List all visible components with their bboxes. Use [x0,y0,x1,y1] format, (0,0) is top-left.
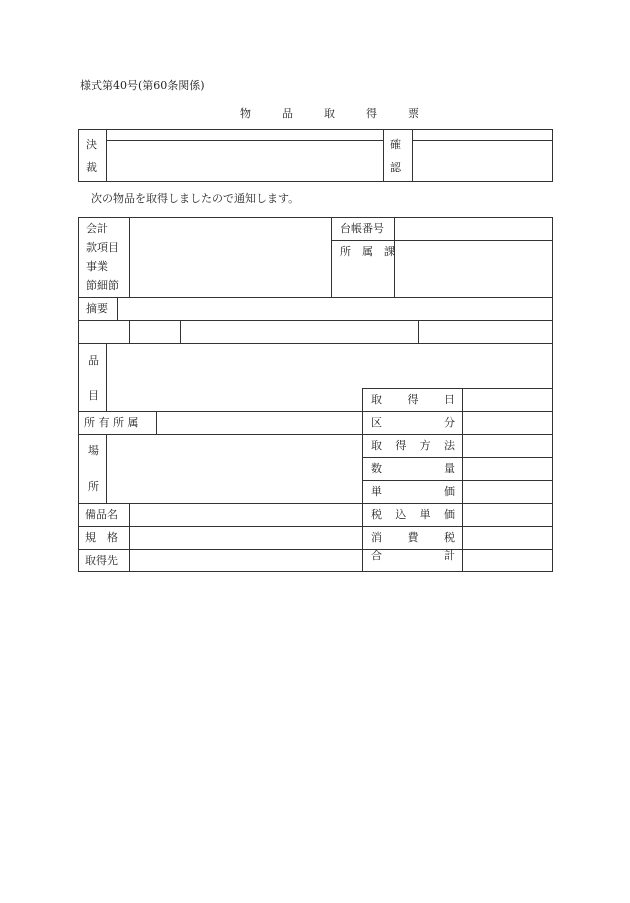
label-jigyo: 事業 [86,260,108,273]
label-supplier: 取得先 [85,554,118,567]
confirm-label-1: 確 [390,138,401,151]
document-title: 物 品 取 得 票 [240,107,429,120]
label-summary: 摘要 [86,302,108,315]
label-consumption-tax: 消 費 税 [371,531,455,544]
decision-label-2: 裁 [86,161,97,174]
main-form [78,217,553,572]
label-setsu: 節細節 [86,279,119,292]
label-moku: 目 [88,389,99,402]
label-method: 取 得 方 法 [371,439,455,452]
label-spec: 規 格 [85,531,118,544]
label-category: 区 分 [371,416,455,429]
label-ledger-no: 台帳番号 [340,222,384,235]
decision-label-1: 決 [86,138,97,151]
label-kanko: 款項目 [86,241,119,254]
label-owner: 所 有 所 属 [84,416,139,429]
label-kaikei: 会計 [86,222,108,235]
confirm-label-2: 認 [390,161,401,174]
approval-box [78,129,553,182]
label-item-name: 備品名 [85,508,118,521]
label-quantity: 数 量 [371,462,455,475]
notice-text: 次の物品を取得しましたので通知します。 [91,192,300,205]
form-number: 様式第40号(第60条関係) [80,79,205,92]
label-unit-price-tax: 税 込 単 価 [371,508,455,521]
label-ba: 場 [88,444,99,457]
label-unit-price: 単 価 [371,485,455,498]
label-hin: 品 [88,354,99,367]
label-department: 所 属 課 [340,245,395,258]
label-total: 合 計 [371,549,455,562]
label-sho: 所 [88,480,99,493]
label-acquired-date: 取 得 日 [371,393,455,406]
